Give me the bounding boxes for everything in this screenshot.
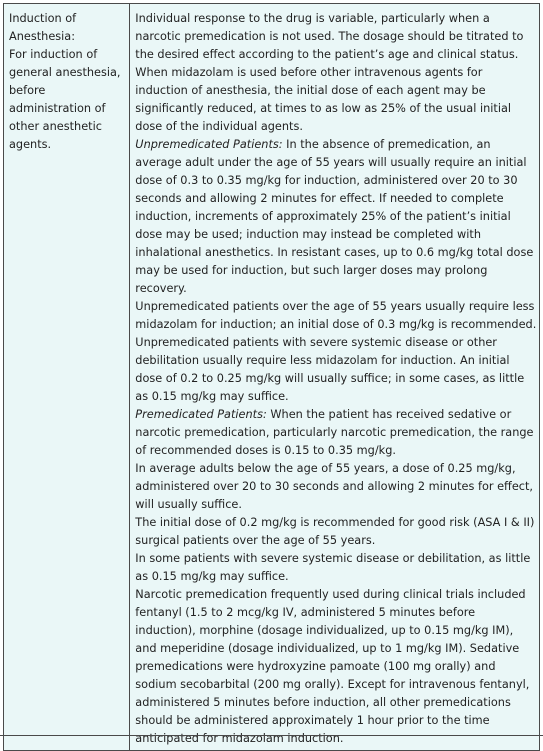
next-row-border — [0, 735, 543, 736]
table-row — [4, 4, 540, 751]
dosage-paragraph-5: Unpremedicated patients with severe systemic disease or other debilitation usually require less midazolam for induction. An initial dose of 0.2 to 0.25 mg/kg will usually suffice; in some cases, as little as 0.15 mg/kg may suffice. — [135, 336, 525, 403]
indication-cell — [4, 4, 130, 751]
premedicated-heading: Premedicated Patients: — [135, 408, 267, 421]
dosage-paragraph-2: When midazolam is used before other intravenous agents for induction of anesthesia, the initial dose of each agent may be significantly reduced, at times to as low as 25% of the usual initial dose of the individual agents. — [135, 66, 512, 133]
unpremedicated-text: In the absence of premedication, an average adult under the age of 55 years will usually require an initial dose of 0.3 to 0.35 mg/kg for induction, administered over 20 to 30 seconds and allowing 2 minutes for effect. If needed to complete induction, increments of approximately 25% of the patient’s initial dose may be used; induction may instead be completed with inhalational anesthetics. In resistant cases, up to 0.6 mg/kg total dose may be used for induction, but such larger doses may prolong recovery. — [135, 138, 534, 295]
premedicated-text: When the patient has received sedative or narcotic premedication, particularly narcotic premedication, the range of recommended doses is 0.15 to 0.35 mg/kg. — [135, 408, 534, 457]
dosage-paragraph-premedicated — [135, 406, 537, 460]
dosage-paragraph-9: In some patients with severe systemic disease or debilitation, as little as 0.15 mg/kg may suffice. — [135, 552, 531, 583]
dosage-cell — [130, 4, 540, 751]
dosage-paragraph-unpremedicated — [135, 136, 537, 298]
dosage-paragraph-4: Unpremedicated patients over the age of 55 years usually require less midazolam for induction; an initial dose of 0.3 mg/kg is recommended. — [135, 300, 537, 331]
unpremedicated-heading: Unpremedicated Patients: — [135, 138, 283, 151]
indication-title: Induction of Anesthesia: — [9, 12, 77, 43]
dosage-paragraph-10: Narcotic premedication frequently used during clinical trials included fentanyl (1.5 to 2 mcg/kg IV, administered 5 minutes before induction), morphine (dosage individualized, up to 0.15 mg/kg IM), and meperidine (dosage individualized, up to 1 mg/kg IM). Sedative premedications were hydroxyzine pamoate (100 mg orally) and sodium secobarbital (200 mg orally). Except for intravenous fentanyl, administered 5 minutes before induction, all other premedications should be administered approximately 1 hour prior to the time anticipated for midazolam induction. — [135, 588, 530, 745]
dosage-paragraph-8: The initial dose of 0.2 mg/kg is recommended for good risk (ASA I & II) surgical patients over the age of 55 years. — [135, 516, 535, 547]
dosage-paragraph-1: Individual response to the drug is variable, particularly when a narcotic premedication is not used. The dosage should be titrated to the desired effect according to the patient’s age and clinical status. — [135, 12, 524, 61]
dosage-table — [3, 3, 540, 751]
indication-description: For induction of general anesthesia, before administration of other anesthetic agents. — [9, 48, 121, 151]
dosage-paragraph-7: In average adults below the age of 55 years, a dose of 0.25 mg/kg, administered over 20 to 30 seconds and allowing 2 minutes for effect, will usually suffice. — [135, 462, 534, 511]
